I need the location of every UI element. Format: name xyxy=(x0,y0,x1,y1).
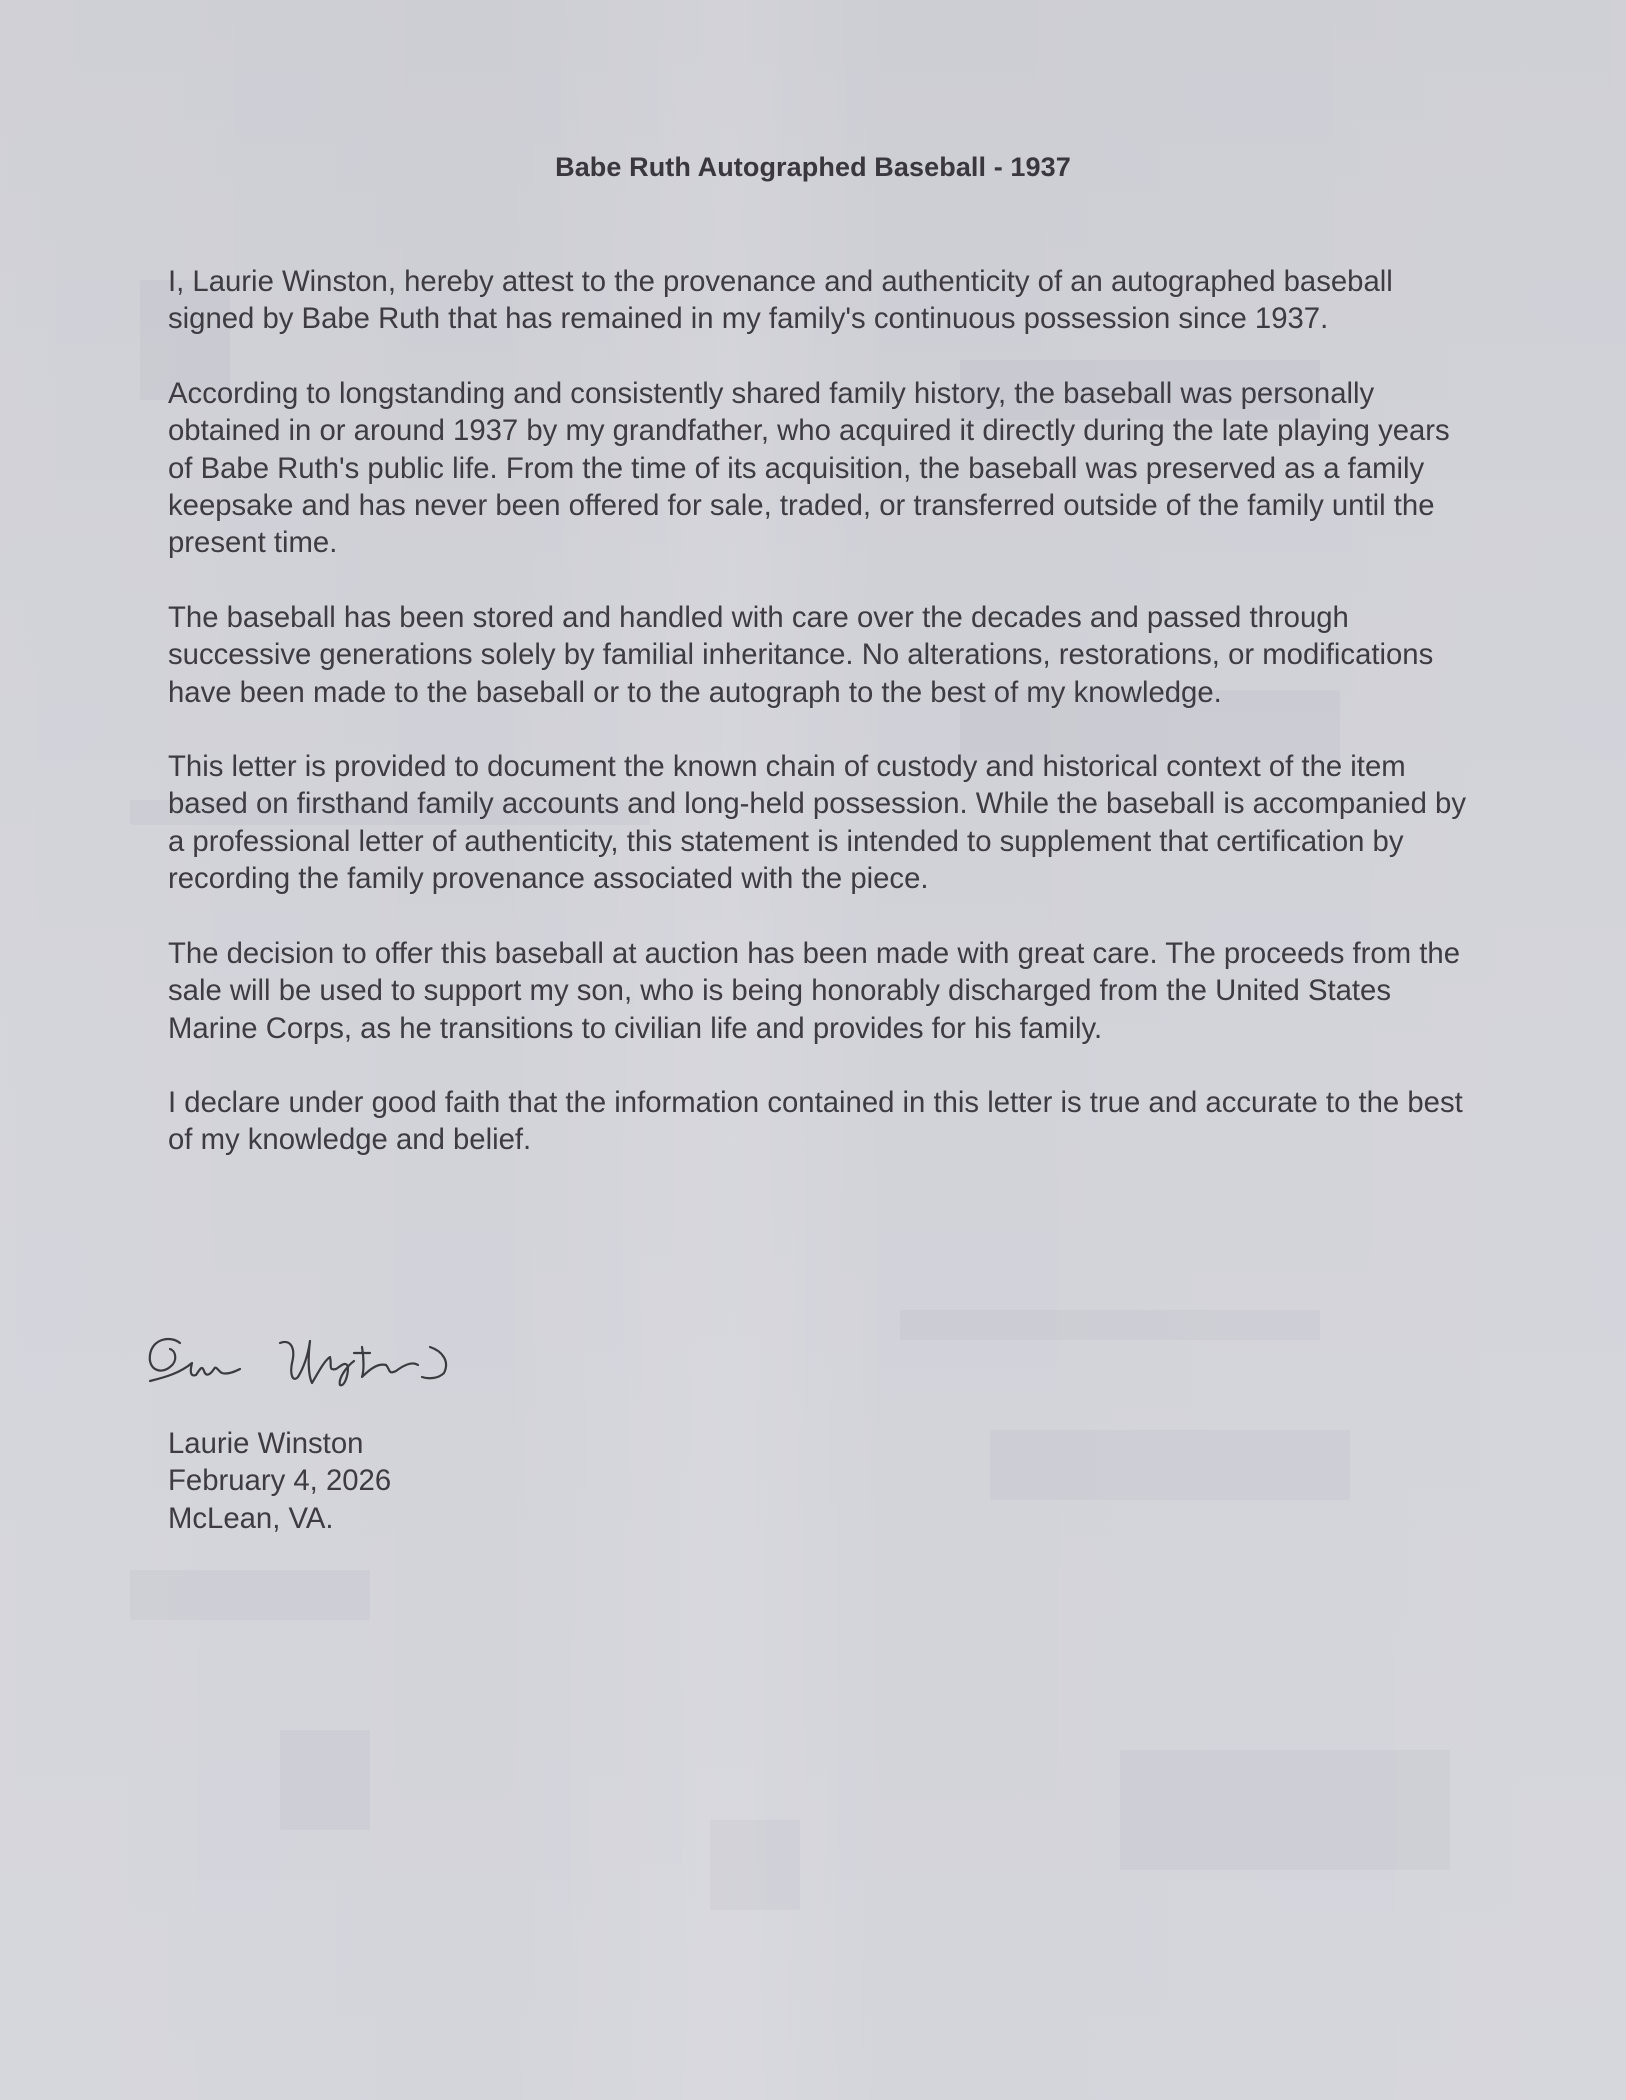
signer-name: Laurie Winston xyxy=(168,1427,364,1460)
signature-block xyxy=(168,1425,391,1537)
letter-body xyxy=(168,263,1468,1196)
bleed-through-shadow xyxy=(900,1310,1320,1340)
bleed-through-shadow xyxy=(990,1430,1350,1500)
bleed-through-shadow xyxy=(280,1730,370,1830)
bleed-through-shadow xyxy=(130,1570,370,1620)
paragraph-chain-of-custody: This letter is provided to document the known chain of custody and historical context of the item based on firsthand family accounts and long-held possession. While the baseball is accompanied by a professional letter of authenticity, this statement is intended to supplement that certification by recording the family provenance associated with the piece. xyxy=(168,750,1466,896)
paragraph-auction-purpose: The decision to offer this baseball at auction has been made with great care. The proceeds from the sale will be used to support my son, who is being honorably discharged from the United States Marine Corps, as he transitions to civilian life and provides for his family. xyxy=(168,936,1460,1045)
paragraph-family-history: According to longstanding and consistently shared family history, the baseball was personally obtained in or around 1937 by my grandfather, who acquired it directly during the late playing years of Babe Ruth's public life. From the time of its acquisition, the baseball was preserved as a family keepsake and has never been offered for sale, traded, or transferred outside of the family until the present time. xyxy=(168,376,1450,560)
signature-date: February 4, 2026 xyxy=(168,1464,392,1498)
paragraph-attestation: I, Laurie Winston, hereby attest to the provenance and authenticity of an autographed baseball signed by Babe Ruth that has remained in my family's continuous possession since 1937. xyxy=(168,265,1393,336)
paragraph-declaration: I declare under good faith that the information contained in this letter is true and accurate to the best of my knowledge and belief. xyxy=(168,1085,1463,1157)
bleed-through-shadow xyxy=(1120,1750,1450,1870)
bleed-through-shadow xyxy=(710,1820,800,1910)
signer-location: McLean, VA. xyxy=(168,1501,334,1535)
paragraph-storage-condition: The baseball has been stored and handled with care over the decades and passed through successive generations solely by familial inheritance. No alterations, restorations, or modifications have been made to the baseball or to the autograph to the best of my knowledge. xyxy=(168,600,1434,709)
document-title: Babe Ruth Autographed Baseball - 1937 xyxy=(555,152,1071,182)
handwritten-signature-icon xyxy=(140,1325,470,1405)
